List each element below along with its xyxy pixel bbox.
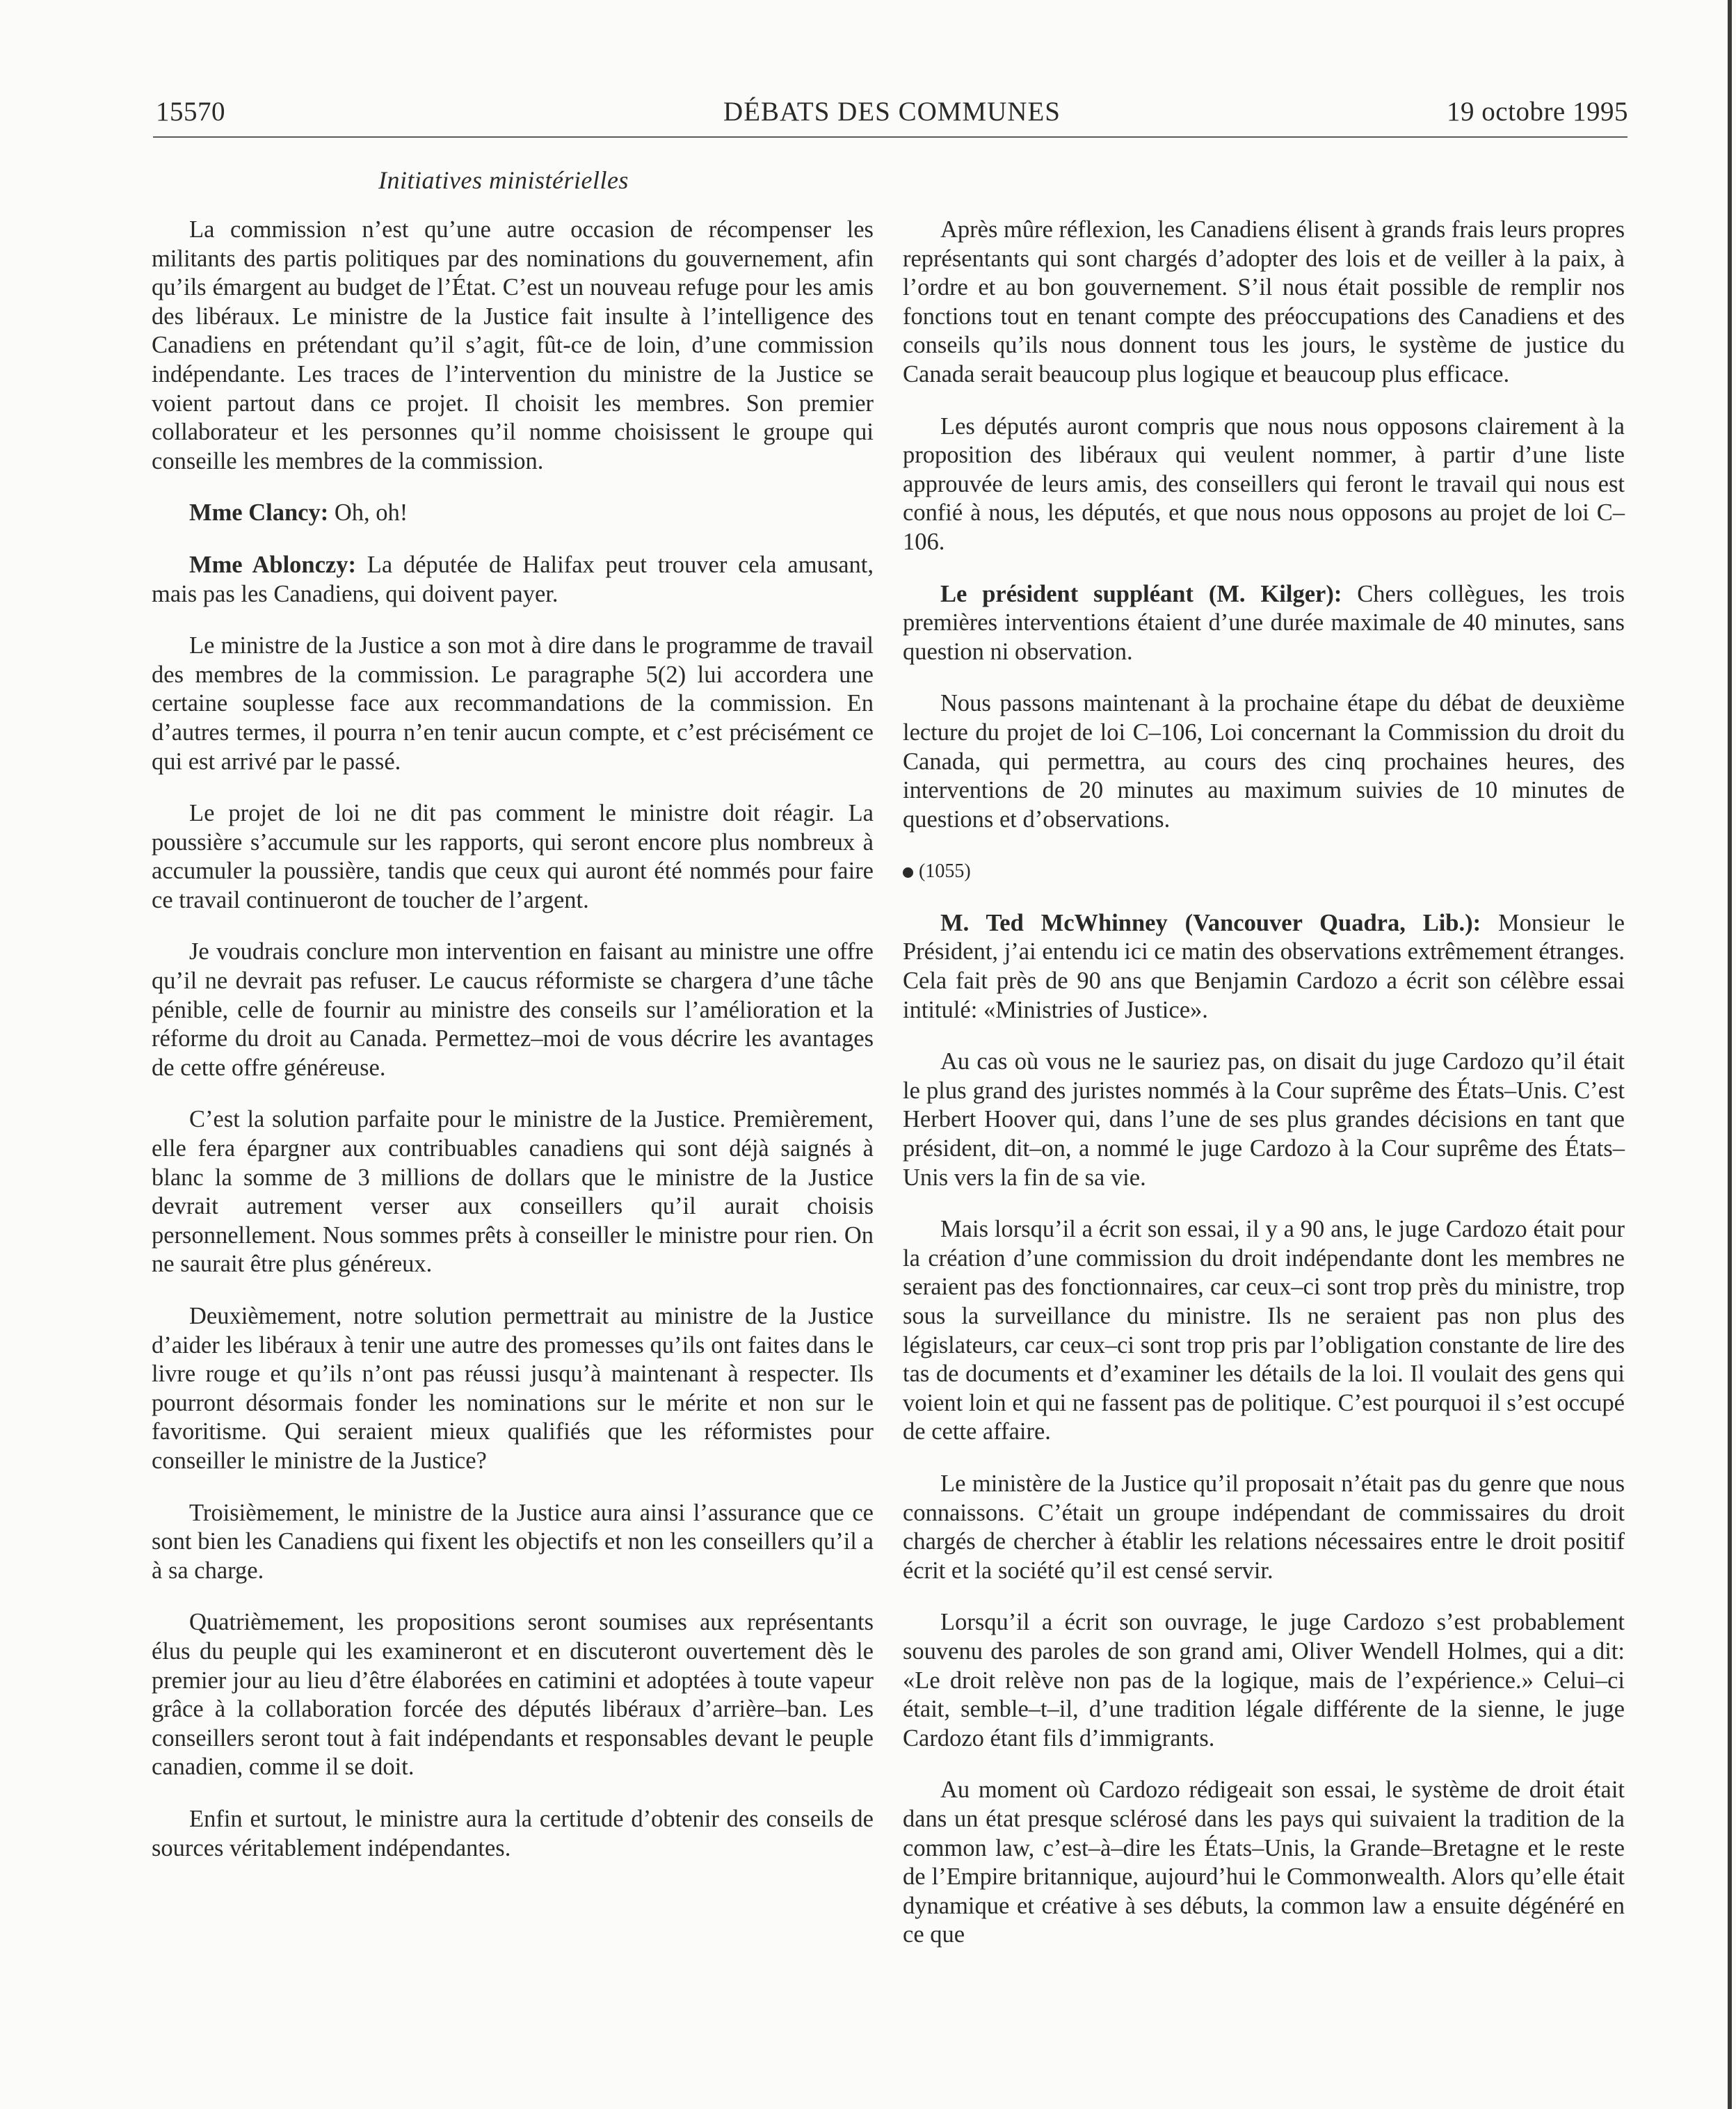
paragraph bbox=[903, 1215, 1625, 1447]
paragraph bbox=[152, 1608, 874, 1782]
paragraph bbox=[903, 216, 1625, 390]
paragraph bbox=[903, 1608, 1625, 1753]
paragraph-text: Enfin et surtout, le ministre aura la certitude d’obtenir des conseils de sources véritablement indépendantes. bbox=[152, 1805, 874, 1861]
paragraph-text: Les députés auront compris que nous nous opposons clairement à la proposition des libéraux qui veulent nommer, à partir d’une liste approuvée de leurs amis, des conseillers qui feront le travail qui nous est confié à nous, les députés, et que nous nous opposons au projet de loi C–106. bbox=[903, 412, 1625, 555]
paragraph bbox=[152, 1105, 874, 1279]
paragraph-text: La députée de Halifax peut trouver cela amusant, mais pas les Canadiens, qui doivent payer. bbox=[152, 551, 874, 607]
paragraph-text: Deuxièmement, notre solution permettrait au ministre de la Justice d’aider les libéraux à tenir une autre des promesses qu’ils ont faites dans le livre rouge et qu’ils n’ont pas réussi jusqu’à maintenant à respecter. Ils pourront désormais fonder les nominations sur le mérite et non sur le favoritisme. Qui seraient mieux qualifiés que les réformistes pour conseiller le ministre de la Justice? bbox=[152, 1303, 874, 1474]
paragraph-text: Le ministère de la Justice qu’il proposait n’était pas du genre que nous connaissons. C’était un groupe indépendant de commissaires du droit chargés de chercher à établir les relations nécessaires entre le droit positif écrit et la société qu’il est censé servir. bbox=[903, 1470, 1625, 1584]
paragraph bbox=[903, 412, 1625, 557]
page-number: 15570 bbox=[156, 97, 225, 127]
paragraph bbox=[903, 1048, 1625, 1192]
paragraph-text: Lorsqu’il a écrit son ouvrage, le juge Cardozo s’est probablement souvenu des paroles de son grand ami, Oliver Wendell Holmes, qui a dit: «Le droit relève non pas de la logique, mais de l’expérience.» Celui–ci était, semble–t–il, d’une tradition légale différente de la sienne, le juge Cardozo étant fils d’immigrants. bbox=[903, 1609, 1625, 1751]
paragraph bbox=[152, 216, 874, 476]
paragraph-text: Oh, oh! bbox=[328, 499, 408, 527]
paragraph bbox=[152, 551, 874, 609]
paragraph bbox=[152, 1805, 874, 1863]
paragraph-text: C’est la solution parfaite pour le ministre de la Justice. Premièrement, elle fera épargner aux contribuables canadiens qui sont déjà saignés à blanc la somme de 3 millions de dollars que le ministre de la Justice devrait autrement verser aux conseillers qu’il aurait choisis personnellement. Nous sommes prêts à conseiller le ministre pour rien. On ne saurait être plus généreux. bbox=[152, 1106, 874, 1278]
paragraph bbox=[152, 1302, 874, 1476]
publication-date: 19 octobre 1995 bbox=[1447, 97, 1628, 127]
speaker-name: Le président suppléant (M. Kilger): bbox=[940, 580, 1342, 607]
paragraph-text: Chers collègues, les trois premières interventions étaient d’une durée maximale de 40 minutes, sans question ni observation. bbox=[903, 580, 1625, 665]
paragraph-text: Mais lorsqu’il a écrit son essai, il y a 90 ans, le juge Cardozo était pour la création d’une commission du droit indépendante dont les membres ne seraient pas des fonctionnaires, car ceux–ci sont trop près du ministre, trop sous la surveillance du ministre. Ils ne seraient pas non plus des législateurs, car ceux–ci sont trop pris par l’obligation constante de lire des tas de documents et d’examiner les détails de la loi. Il voulait des gens qui voient loin et qui ne fassent pas de politique. C’est pourquoi il s’est occupé de cette affaire. bbox=[903, 1216, 1625, 1445]
paragraph-text: Monsieur le Président, j’ai entendu ici ce matin des observations extrêmement étranges. Cela fait près de 90 ans que Benjamin Cardozo a écrit son célèbre essai intitulé: «Ministries of Justice». bbox=[903, 909, 1625, 1023]
speaker-name: Mme Ablonczy: bbox=[189, 551, 356, 578]
left-column bbox=[152, 216, 874, 1886]
paragraph-text: Troisièmement, le ministre de la Justice aura ainsi l’assurance que ce sont bien les Canadiens qui fixent les objectifs et non les conseillers qu’il a à sa charge. bbox=[152, 1499, 874, 1584]
speaker-name: M. Ted McWhinney (Vancouver Quadra, Lib.): bbox=[940, 909, 1481, 936]
paragraph bbox=[903, 580, 1625, 667]
paragraph bbox=[152, 632, 874, 776]
paragraph bbox=[152, 938, 874, 1082]
paragraph-text: Le ministre de la Justice a son mot à dire dans le programme de travail des membres de la commission. Le paragraphe 5(2) lui accordera une certaine souplesse face aux recommandations de la commission. En d’autres termes, il pourra n’en tenir aucun compte, et c’est précisément ce qui est arrivé par le passé. bbox=[152, 632, 874, 775]
paragraph bbox=[152, 499, 874, 528]
paragraph-text: Au cas où vous ne le sauriez pas, on disait du juge Cardozo qu’il était le plus grand des juristes nommés à la Cour suprême des États–Unis. C’est Herbert Hoover qui, dans l’une de ses plus grandes décisions en tant que président, dit–on, a nommé le juge Cardozo à la Cour suprême des États–Unis vers la fin de sa vie. bbox=[903, 1048, 1625, 1191]
paragraph bbox=[903, 1776, 1625, 1950]
header-rule bbox=[153, 136, 1628, 138]
paragraph-text: Le projet de loi ne dit pas comment le ministre doit réagir. La poussière s’accumule sur les rapports, qui seront encore plus nombreux à accumuler la poussière, tandis que ceux qui auront été nommés pour faire ce travail continueront de toucher de l’argent. bbox=[152, 800, 874, 913]
paragraph bbox=[903, 1470, 1625, 1585]
scan-edge bbox=[1728, 0, 1732, 2109]
page-header bbox=[156, 96, 1628, 138]
journal-title: DÉBATS DES COMMUNES bbox=[723, 97, 1061, 127]
paragraph-text: Quatrièmement, les propositions seront soumises aux représentants élus du peuple qui les examineront et en discuteront ouvertement dès le premier jour au lieu d’être élaborées en catimini et adoptées à toute vapeur grâce à la collaboration forcée des députés libéraux d’arrière–ban. Les conseillers seront tout à fait indépendants et responsables devant le peuple canadien, comme il se doit. bbox=[152, 1609, 874, 1781]
paragraph-text: Après mûre réflexion, les Canadiens élisent à grands frais leurs propres représentants qui sont chargés d’adopter des lois et de veiller à la paix, à l’ordre et au bon gouvernement. S’il nous était possible de remplir nos fonctions tout en tenant compte des préoccupations des Canadiens et des conseils qu’ils nous donnent tous les jours, le système de justice du Canada serait beaucoup plus logique et beaucoup plus efficace. bbox=[903, 216, 1625, 387]
time-marker bbox=[903, 857, 1625, 886]
time-marker-text: (1055) bbox=[919, 860, 971, 883]
paragraph bbox=[903, 689, 1625, 834]
right-column bbox=[903, 216, 1625, 1973]
paragraph-text: Nous passons maintenant à la prochaine étape du débat de deuxième lecture du projet de loi C–106, Loi concernant la Commission du droit du Canada, qui permettra, au cours des cinq prochaines heures, des interventions de 20 minutes au maximum suivies de 10 minutes de questions et d’observations. bbox=[903, 690, 1625, 833]
paragraph-text: Je voudrais conclure mon intervention en faisant au ministre une offre qu’il ne devrait pas refuser. Le caucus réformiste se chargera d’une tâche pénible, celle de fournir au ministre des conseils sur l’amélioration et la réforme du droit au Canada. Permettez–moi de vous décrire les avantages de cette offre généreuse. bbox=[152, 938, 874, 1081]
paragraph bbox=[152, 799, 874, 915]
paragraph-text: La commission n’est qu’une autre occasion de récompenser les militants des partis politiques par des nominations du gouvernement, afin qu’ils émargent au budget de l’État. C’est un nouveau refuge pour les amis des libéraux. Le ministre de la Justice fait insulte à l’intelligence des Canadiens en prétendant qu’il s’agit, fût-ce de loin, d’une commission indépendante. Les traces de l’intervention du ministre de la Justice se voient partout dans ce projet. Il choisit les membres. Son premier collaborateur et les personnes qu’il nomme choisissent le groupe qui conseille les membres de la commission. bbox=[152, 216, 874, 474]
paragraph bbox=[152, 1499, 874, 1586]
paragraph bbox=[903, 909, 1625, 1025]
bullet-icon bbox=[903, 867, 913, 878]
section-title: Initiatives ministérielles bbox=[378, 166, 629, 194]
speaker-name: Mme Clancy: bbox=[189, 499, 329, 527]
paragraph-text: Au moment où Cardozo rédigeait son essai, le système de droit était dans un état presque sclérosé dans les pays qui suivaient la tradition de la common law, c’est–à–dire les États–Unis, la Grande–Bretagne et le reste de l’Empire britannique, aujourd’hui le Commonwealth. Alors qu’elle était dynamique et créative à ses débuts, la common law a ensuite dégénéré en ce que bbox=[903, 1777, 1625, 1948]
